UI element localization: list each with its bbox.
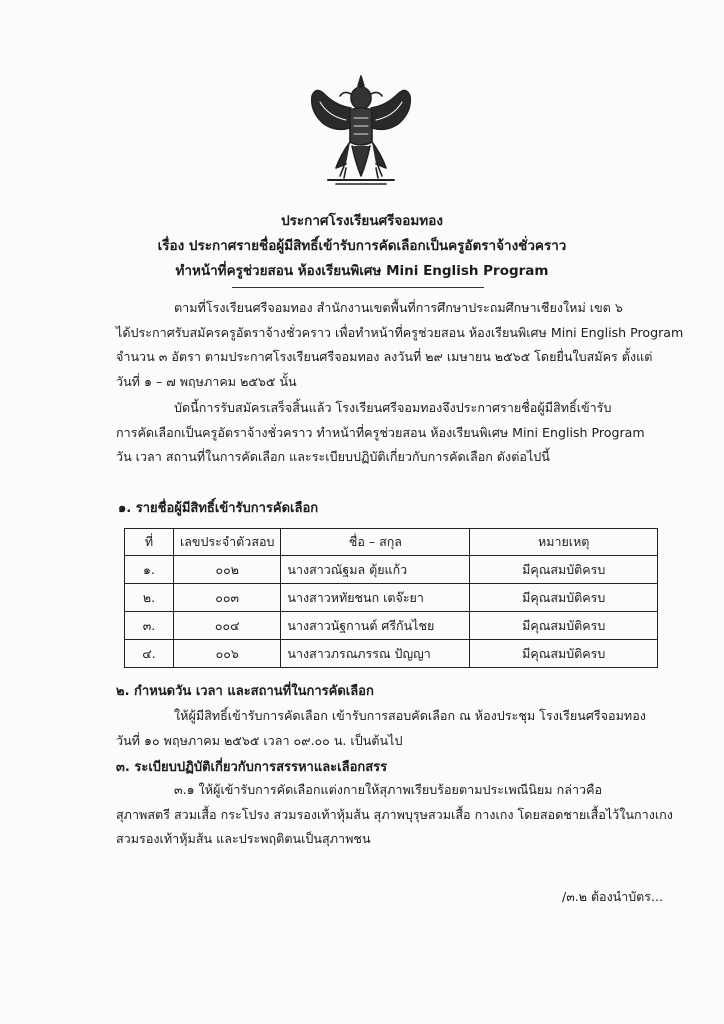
second-line: การคัดเลือกเป็นครูอัตราจ้างชั่วคราว ทำหน้าที่ครูช่วยสอน ห้องเรียนพิเศษ Mini English Program — [116, 424, 645, 440]
candidates-table — [124, 528, 658, 668]
announcement-title: ประกาศโรงเรียนศรีจอมทอง — [281, 213, 443, 229]
col-header-exam-id: เลขประจำตัวสอบ — [174, 529, 281, 556]
section2-line: ให้ผู้มีสิทธิ์เข้ารับการคัดเลือก เข้ารับการสอบคัดเลือก ณ ห้องประชุม โรงเรียนศรีจอมทอง — [174, 708, 646, 723]
cell-name: นางสาวณัฐมล ตุ้ยแก้ว — [281, 556, 470, 584]
cell-name: นางสาวหทัยชนก เตจ๊ะยา — [281, 584, 470, 612]
section2-paragraph — [116, 704, 654, 753]
intro-line: ตามที่โรงเรียนศรีจอมทอง สำนักงานเขตพื้นที่การศึกษาประถมศึกษาเชียงใหม่ เขต ๖ — [174, 300, 623, 315]
intro-paragraph — [116, 296, 684, 394]
garuda-emblem-icon — [306, 72, 416, 192]
cell-no: ๑. — [125, 556, 174, 584]
intro-line: จำนวน ๓ อัตรา ตามประกาศโรงเรียนศรีจอมทอง ลงวันที่ ๒๙ เมษายน ๒๕๖๕ โดยยื่นใบสมัคร ตั้งแต่ — [116, 349, 653, 364]
table-row — [125, 640, 658, 668]
col-header-name: ชื่อ – สกุล — [281, 529, 470, 556]
cell-remark: มีคุณสมบัติครบ — [470, 584, 658, 612]
section1-heading: ๑. รายชื่อผู้มีสิทธิ์เข้ารับการคัดเลือก — [118, 501, 319, 516]
table-row — [125, 612, 658, 640]
section3-line: ๓.๑ ให้ผู้เข้ารับการคัดเลือกแต่งกายให้สุภาพเรียบร้อยตามประเพณีนิยม กล่าวคือ — [174, 782, 603, 797]
cell-name: นางสาวภรณภรรณ ปัญญา — [281, 640, 470, 668]
section2-heading: ๒. กำหนดวัน เวลา และสถานที่ในการคัดเลือก — [116, 684, 374, 699]
second-line: วัน เวลา สถานที่ในการคัดเลือก และระเบียบปฏิบัติเกี่ยวกับการคัดเลือก ดังต่อไปนี้ — [116, 449, 550, 464]
intro-line: ได้ประกาศรับสมัครครูอัตราจ้างชั่วคราว เพื่อทำหน้าที่ครูช่วยสอน ห้องเรียนพิเศษ Mini English Program — [116, 324, 684, 340]
title-divider — [232, 287, 484, 288]
intro-line: วันที่ ๑ – ๗ พฤษภาคม ๒๕๖๕ นั้น — [116, 373, 297, 389]
continued-note: /๓.๒ ต้องนำบัตร... — [562, 889, 663, 904]
cell-exam-id: ๐๐๖ — [174, 640, 281, 668]
cell-no: ๓. — [125, 612, 174, 640]
cell-exam-id: ๐๐๒ — [174, 556, 281, 584]
table-header-row — [125, 529, 658, 556]
table-row — [125, 556, 658, 584]
section3-line: สวมรองเท้าหุ้มส้น และประพฤติตนเป็นสุภาพชน — [116, 831, 371, 846]
section3-paragraph — [116, 778, 673, 852]
cell-exam-id: ๐๐๓ — [174, 584, 281, 612]
second-paragraph — [116, 396, 654, 470]
cell-remark: มีคุณสมบัติครบ — [470, 556, 658, 584]
section2-line: วันที่ ๑๐ พฤษภาคม ๒๕๖๕ เวลา ๐๙.๐๐ น. เป็นต้นไป — [116, 732, 403, 748]
cell-no: ๒. — [125, 584, 174, 612]
announcement-subject: เรื่อง ประกาศรายชื่อผู้มีสิทธิ์เข้ารับการคัดเลือกเป็นครูอัตราจ้างชั่วคราว — [157, 238, 567, 254]
section3-heading: ๓. ระเบียบปฏิบัติเกี่ยวกับการสรรหาและเลือกสรร — [116, 760, 388, 775]
cell-name: นางสาวนัฐกานต์ ศรีกันไชย — [281, 612, 470, 640]
table-row — [125, 584, 658, 612]
cell-no: ๔. — [125, 640, 174, 668]
announcement-subject-cont: ทำหน้าที่ครูช่วยสอน ห้องเรียนพิเศษ Mini English Program — [175, 263, 549, 279]
cell-exam-id: ๐๐๔ — [174, 612, 281, 640]
col-header-remark: หมายเหตุ — [470, 529, 658, 556]
section3-line: สุภาพสตรี สวมเสื้อ กระโปรง สวมรองเท้าหุ้มส้น สุภาพบุรุษสวมเสื้อ กางเกง โดยสอดชายเสื้อไว้ในกางเกง — [116, 806, 673, 822]
second-line: บัดนี้การรับสมัครเสร็จสิ้นแล้ว โรงเรียนศรีจอมทองจึงประกาศรายชื่อผู้มีสิทธิ์เข้ารับ — [174, 400, 612, 415]
cell-remark: มีคุณสมบัติครบ — [470, 640, 658, 668]
cell-remark: มีคุณสมบัติครบ — [470, 612, 658, 640]
col-header-no: ที่ — [125, 529, 174, 556]
